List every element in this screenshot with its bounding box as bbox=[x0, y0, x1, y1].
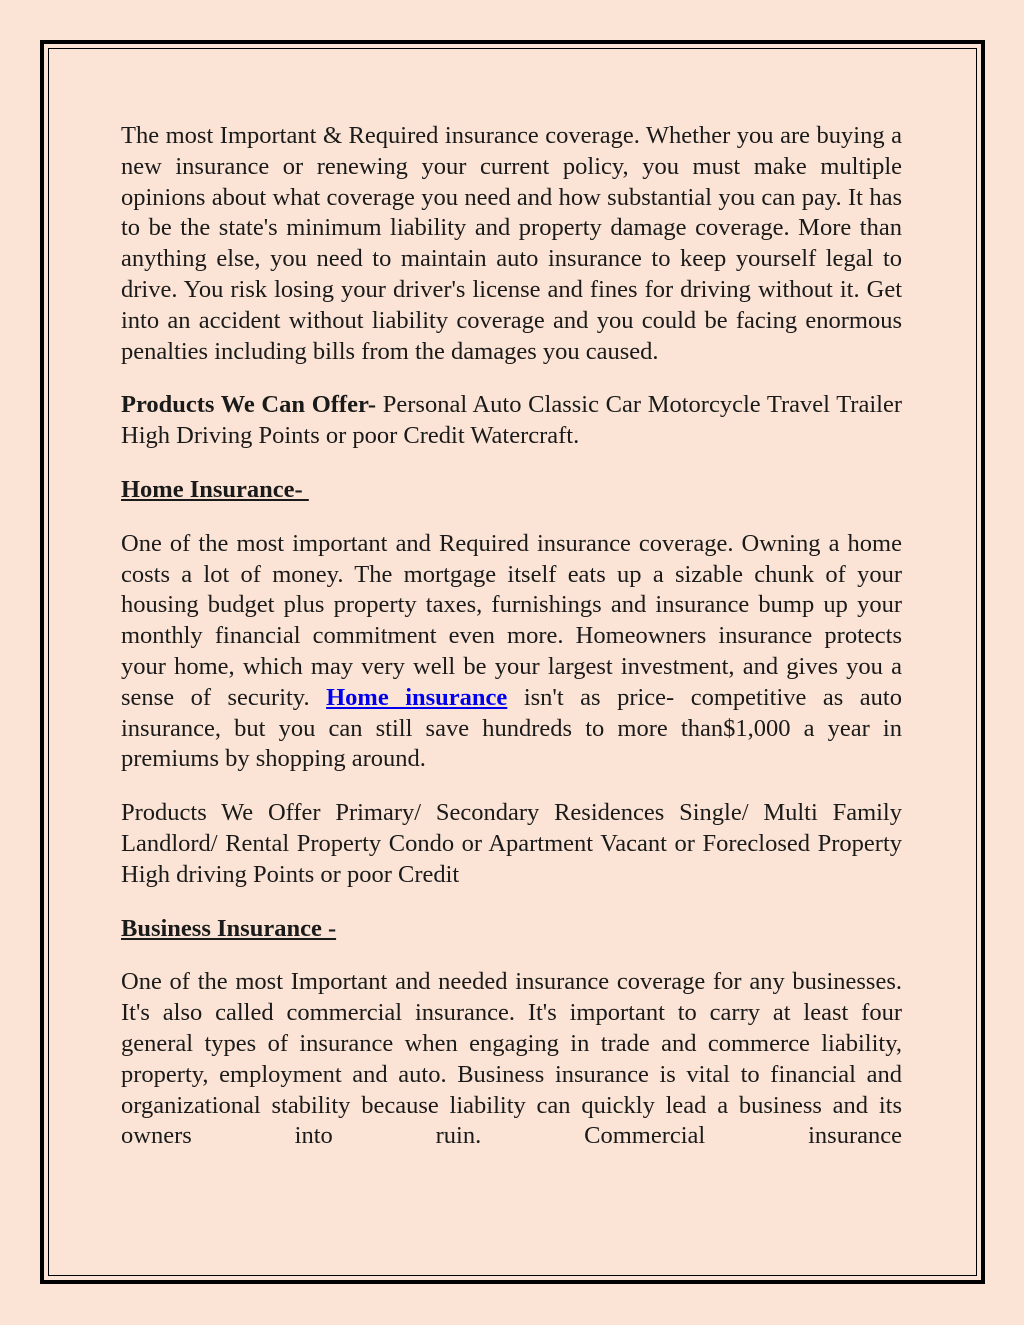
document-content bbox=[121, 121, 902, 1175]
auto-products-text: Personal Auto Classic Car Motorcycle Travel Trailer High Driving Points or poor Credit Watercraft. bbox=[121, 391, 902, 450]
home-insurance-heading-line bbox=[121, 475, 902, 506]
business-insurance-paragraph: One of the most Important and needed insurance coverage for any businesses. It's also called commercial insurance. It's important to carry at least four general types of insurance when engaging in trade and commerce liability, property, employment and auto. Business insurance is vital to financial and organizational stability because liability can quickly lead a business and its owners into ruin. Commercial insurance bbox=[121, 968, 902, 1150]
home-insurance-paragraph bbox=[121, 529, 902, 775]
home-insurance-link[interactable]: Home insurance bbox=[326, 683, 508, 711]
home-paragraph-before-link: One of the most important and Required insurance coverage. Owning a home costs a lot of money. The mortgage itself eats up a sizable chunk of your housing budget plus property taxes, furnishings and insurance bump up your monthly financial commitment even more. Homeowners insurance protects your home, which may very well be your largest investment, and gives you a sense of security. bbox=[121, 529, 902, 711]
home-paragraph-after-link: isn't as price- competitive as auto insurance, but you can still save hundreds to more than$1,000 a year in premiums by shopping around. bbox=[121, 683, 902, 773]
home-insurance-heading: Home Insurance- bbox=[121, 475, 309, 503]
home-products-paragraph: Products We Offer Primary/ Secondary Residences Single/ Multi Family Landlord/ Rental Property Condo or Apartment Vacant or Foreclosed Property High driving Points or poor Credit bbox=[121, 799, 902, 888]
auto-insurance-paragraph: The most Important & Required insurance coverage. Whether you are buying a new insurance or renewing your current policy, you must make multiple opinions about what coverage you need and how substantial you can pay. It has to be the state's minimum liability and property damage coverage. More than anything else, you need to maintain auto insurance to keep yourself legal to drive. You risk losing your driver's license and fines for driving without it. Get into an accident without liability coverage and you could be facing enormous penalties including bills from the damages you caused. bbox=[121, 122, 902, 365]
business-insurance-heading: Business Insurance - bbox=[121, 914, 337, 942]
business-insurance-heading-line bbox=[121, 914, 902, 945]
auto-products-label: Products We Can Offer- bbox=[121, 391, 377, 419]
auto-products-paragraph bbox=[121, 390, 902, 452]
